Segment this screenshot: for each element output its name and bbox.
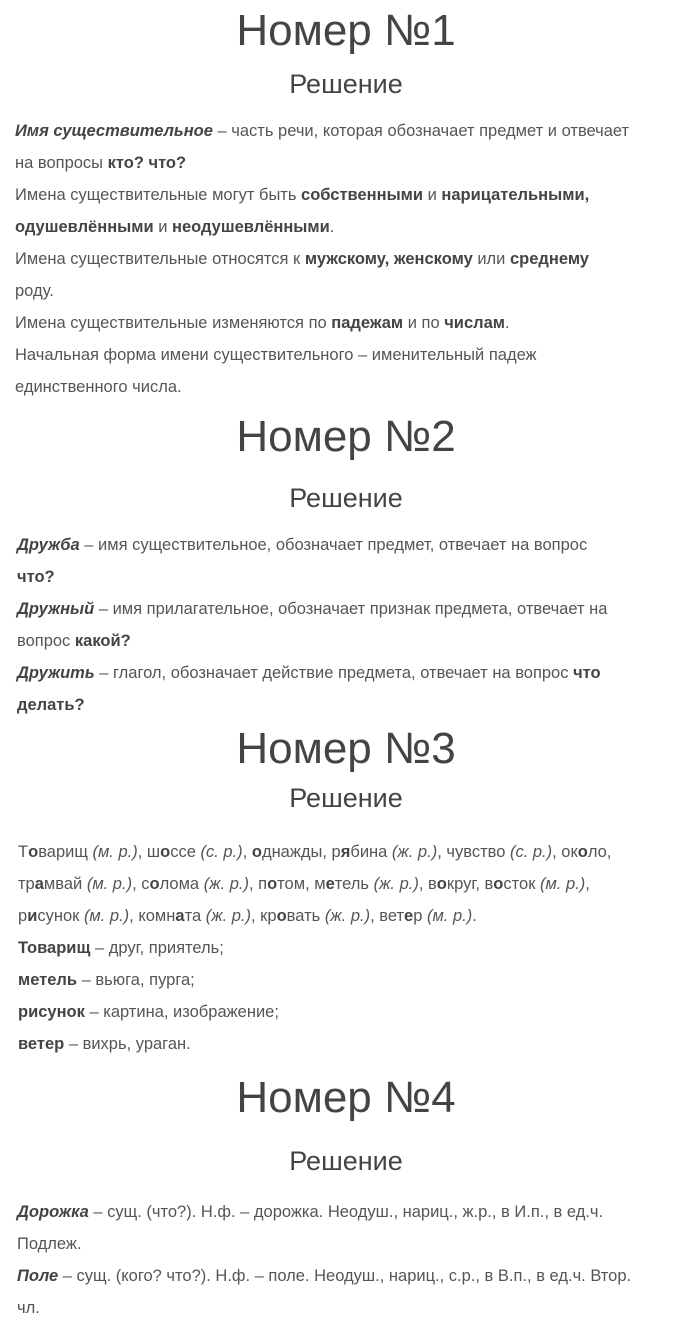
word-fragment: , чу (437, 843, 464, 861)
definition (18, 1028, 683, 1060)
text: чл. (17, 1299, 40, 1317)
gender-label: (ж. р.) (205, 907, 251, 925)
bold-text: ветер (18, 1035, 65, 1053)
word-fragment: круг, в (446, 875, 494, 893)
word-fragment: мвай (43, 875, 87, 893)
paragraph (17, 1260, 682, 1324)
stressed-vowel: я (340, 843, 351, 861)
word-fragment: ло, (587, 843, 612, 861)
word-list-line-3 (18, 907, 477, 925)
stressed-vowel: о (493, 875, 504, 893)
section-subtitle: Решение (289, 1146, 403, 1176)
term: Имя существительное (15, 122, 213, 140)
stressed-vowel: а (175, 907, 185, 925)
word-fragment: , комн (129, 907, 176, 925)
section-3 (0, 724, 692, 814)
word-fragment: , в (418, 875, 437, 893)
stressed-vowel: о (251, 843, 262, 861)
text: Имена существительные относятся к (15, 250, 305, 268)
gender-label: (м. р.) (83, 907, 130, 925)
word-fragment: , вет (370, 907, 405, 925)
gender-label: (м. р.) (92, 843, 138, 861)
text: и (423, 186, 442, 204)
term: Дружить (17, 664, 95, 682)
word-fragment: в (463, 843, 472, 861)
word-fragment: сунок (37, 907, 84, 925)
section-4-body (17, 1196, 682, 1324)
bold-text: нарицательными, (441, 186, 590, 204)
bold-text: какой? (74, 632, 131, 650)
text: – имя существительное, обозначает предмет, отвечает на вопрос (79, 536, 588, 554)
gender-label: (м. р.) (86, 875, 133, 893)
word-fragment: , п (248, 875, 268, 893)
bold-text: неодушевлёнными (172, 218, 330, 236)
section-title: Номер №1 (236, 6, 456, 55)
text: Начальная форма имени существительного – именительный падеж (15, 346, 537, 364)
paragraph (18, 836, 683, 932)
word-fragment: , ок (552, 843, 578, 861)
text: – друг, приятель; (90, 939, 224, 957)
stressed-vowel: о (28, 843, 39, 861)
word-fragment: . (472, 907, 477, 925)
bold-text: собственными (301, 186, 424, 204)
section-1 (0, 6, 692, 100)
bold-text: что? (17, 568, 55, 586)
text: роду. (15, 282, 54, 300)
word-fragment: , (242, 843, 252, 861)
text: Имена существительные могут быть (15, 186, 302, 204)
section-1-body (15, 115, 680, 403)
bold-text: делать? (17, 696, 85, 714)
paragraph (15, 115, 680, 179)
text: – вихрь, ураган. (64, 1035, 191, 1053)
word-fragment: ссе (170, 843, 201, 861)
bold-text: метель (18, 971, 78, 989)
word-fragment: тель (334, 875, 374, 893)
bold-text: что (573, 664, 601, 682)
bold-text: мужскому, женскому (304, 250, 473, 268)
text: или (472, 250, 510, 268)
word-fragment: , (585, 875, 590, 893)
section-3-body (18, 836, 683, 1060)
word-fragment: , с (132, 875, 150, 893)
stressed-vowel: е (325, 875, 335, 893)
text: и по (403, 314, 445, 332)
stressed-vowel: о (436, 875, 447, 893)
bold-text: рисунок (18, 1003, 85, 1021)
section-subtitle: Решение (289, 69, 403, 99)
text: – вьюга, пурга; (77, 971, 195, 989)
word-list-line-1 (18, 843, 611, 861)
gender-label: (ж. р.) (373, 875, 419, 893)
bold-text: кто? что? (107, 154, 187, 172)
section-2-body (17, 529, 682, 721)
stressed-vowel: о (276, 907, 287, 925)
text: – часть речи, которая обозначает предмет и отвечает (212, 122, 630, 140)
section-title: Номер №2 (236, 412, 456, 461)
definition (18, 964, 683, 996)
paragraph (15, 179, 680, 243)
definition (18, 932, 683, 964)
bold-text: одушевлёнными (15, 218, 154, 236)
paragraph (15, 307, 680, 339)
gender-label: (ж. р.) (203, 875, 249, 893)
section-2 (0, 412, 692, 514)
text: – сущ. (что?). Н.ф. – дорожка. Неодуш., нариц., ж.р., в И.п., в ед.ч. (88, 1203, 604, 1221)
word-fragment: бина (350, 843, 392, 861)
word-list-line-2 (18, 875, 590, 893)
stressed-vowel: а (34, 875, 44, 893)
bold-text: падежам (331, 314, 404, 332)
definition (18, 996, 683, 1028)
word-fragment: днажды, р (261, 843, 341, 861)
paragraph (17, 657, 682, 721)
stressed-vowel: о (267, 875, 278, 893)
text: . (329, 218, 335, 236)
word-fragment: та (184, 907, 206, 925)
text: . (504, 314, 510, 332)
text: – картина, изображение; (84, 1003, 279, 1021)
word-fragment: тр (18, 875, 35, 893)
word-fragment: р (413, 907, 427, 925)
gender-label: (с. р.) (509, 843, 553, 861)
text: Имена существительные изменяются по (15, 314, 332, 332)
word-fragment: лома (159, 875, 204, 893)
text: – глагол, обозначает действие предмета, отвечает на вопрос (94, 664, 574, 682)
text: вопрос (17, 632, 75, 650)
word-fragment: вать (286, 907, 325, 925)
gender-label: (ж. р.) (391, 843, 438, 861)
word-fragment: варищ (38, 843, 93, 861)
stressed-vowel: и (27, 907, 38, 925)
text: – имя прилагательное, обозначает признак предмета, отвечает на (94, 600, 608, 618)
word-fragment: , ш (137, 843, 161, 861)
text: единственного числа. (15, 378, 182, 396)
term: Поле (17, 1267, 59, 1285)
word-fragment: Т (18, 843, 29, 861)
word-fragment: , кр (251, 907, 277, 925)
gender-label: (ж. р.) (324, 907, 371, 925)
bold-text: числам (444, 314, 505, 332)
section-title: Номер №4 (236, 1073, 456, 1122)
gender-label: (м. р.) (426, 907, 473, 925)
paragraph (15, 339, 680, 403)
text: на вопросы (15, 154, 108, 172)
stressed-vowel: о (160, 843, 171, 861)
gender-label: (с. р.) (200, 843, 243, 861)
text: Подлеж. (17, 1235, 82, 1253)
word-fragment: р (18, 907, 28, 925)
section-4 (0, 1073, 692, 1177)
gender-label: (м. р.) (540, 875, 586, 893)
text: и (153, 218, 172, 236)
section-title: Номер №3 (236, 724, 456, 773)
paragraph (15, 243, 680, 307)
stressed-vowel: о (149, 875, 160, 893)
word-fragment: том, м (277, 875, 326, 893)
stressed-vowel: е (404, 907, 414, 925)
term: Дорожка (17, 1203, 89, 1221)
section-subtitle: Решение (289, 783, 403, 813)
term: Дружба (17, 536, 80, 554)
paragraph (17, 593, 682, 657)
paragraph (17, 1196, 682, 1260)
paragraph (17, 529, 682, 593)
stressed-vowel: о (577, 843, 588, 861)
word-fragment: ство (471, 843, 510, 861)
section-subtitle: Решение (289, 483, 403, 513)
term: Дружный (17, 600, 95, 618)
text: – сущ. (кого? что?). Н.ф. – поле. Неодуш., нариц., с.р., в В.п., в ед.ч. Втор. (58, 1267, 632, 1285)
bold-text: среднему (509, 250, 589, 268)
word-fragment: сток (503, 875, 540, 893)
bold-text: Товарищ (18, 939, 91, 957)
